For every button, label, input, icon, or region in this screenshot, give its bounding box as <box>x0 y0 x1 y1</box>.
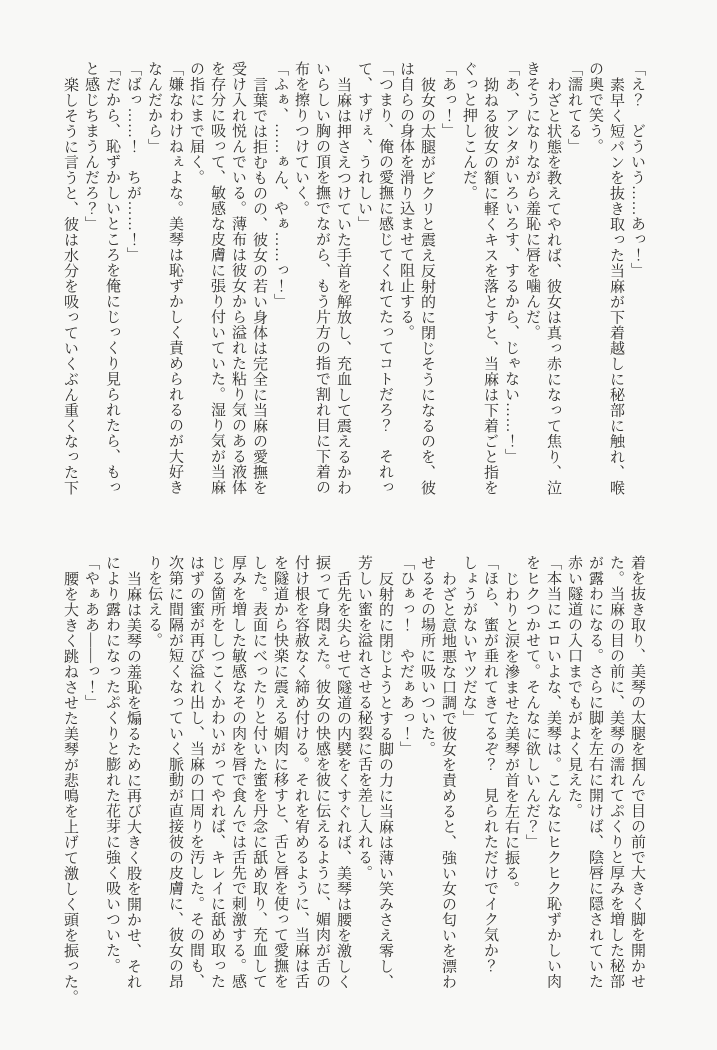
text-line: 「濡れてる」 <box>566 61 582 154</box>
text-line: 当麻は美琴の羞恥を煽るために再び大きく股を開かせ、それ <box>125 570 141 989</box>
text-line: て、すげぇ、うれしい」 <box>356 61 372 232</box>
text-line: をヒクつかせて。そんなに欲しいんだ？」 <box>524 555 540 850</box>
text-line: の指にまで届く。 <box>188 61 204 185</box>
text-line: 「だから、恥ずかしいところを俺にじっくり見られたら、もっ <box>104 61 120 495</box>
text-line: した。表面にべったりと付いた蜜を丹念に舐め取り、充血して <box>251 555 267 989</box>
top-text-block <box>53 61 647 509</box>
text-line: ぐっと押しこんだ。 <box>461 61 477 201</box>
text-line: の奥で笑う。 <box>587 61 603 154</box>
text-line: 「あ、アンタがいろいろす、するから、じゃない……！」 <box>503 61 519 464</box>
text-line: 着を抜き取り、美琴の太腿を掴んで目の前で大きく脚を開かせ <box>629 555 645 989</box>
text-line: しょうがないヤツだな」 <box>461 555 477 726</box>
text-line: た。当麻の目の前に、美琴の濡れてぷくりと厚みを増した秘部 <box>608 555 624 989</box>
text-line: 布を擦りつけていく。 <box>293 61 309 216</box>
text-line: 舌先を尖らせて隧道の内襞をくすぐれば、美琴は腰を激しく <box>335 570 351 989</box>
text-line: 「ばっ……！ ちが……！」 <box>125 61 141 263</box>
text-line: 反射的に閉じようとする脚の力に当麻は薄い笑みさえ零し、 <box>377 570 393 989</box>
text-line: 捩って身悶えた。彼女の快感を彼に伝えるように、媚肉が舌の <box>314 555 330 989</box>
text-line: 楽しそうに言うと、彼は水分を吸っていくぶん重くなった下 <box>62 76 78 495</box>
text-line: 腰を大きく跳ねさせた美琴が悲鳴を上げて激しく頭を振った。 <box>62 570 78 1005</box>
text-line: 付け根を容赦なく締め付ける。それを宥めるように、当麻は舌 <box>293 555 309 989</box>
bottom-text-block <box>53 555 647 1015</box>
text-line: わざと状態を教えてやれば、彼女は真っ赤になって焦り、泣 <box>545 76 561 495</box>
text-line: を存分に吸って、敏感な皮膚に張り付いていた。湿り気が当麻 <box>209 61 225 495</box>
text-line: じわりと涙を滲ませた美琴が首を左右に振る。 <box>503 570 519 896</box>
text-line: 拗ねる彼女の額に軽くキスを落とすと、当麻は下着ごと指を <box>482 76 498 495</box>
text-line: 当麻は押さえつけていた手首を解放し、充血して震えるかわ <box>335 76 351 495</box>
text-line: せるその場所に吸いついた。 <box>419 555 435 757</box>
text-line: 言葉では拒むものの、彼女の若い身体は完全に当麻の愛撫を <box>251 76 267 495</box>
text-line: 「やぁああ――っ！」 <box>83 555 99 710</box>
text-line: 受け入れ悦んでいる。薄布は彼女から溢れた粘り気のある液体 <box>230 61 246 495</box>
text-line: なんだから」 <box>146 61 162 154</box>
text-line: 「ふぁ、……ぁん、やぁ……っ！」 <box>272 61 288 309</box>
text-line: は自らの身体を滑り込ませて阻止する。 <box>398 61 414 340</box>
text-line: 「本当にエロいよな、美琴は。こんなにヒクヒク恥ずかしい肉 <box>545 555 561 989</box>
text-line: 「ほら、蜜が垂れてきてるぞ？ 見られただけでイク気か？ <box>482 555 498 974</box>
text-line: 「つまり、俺の愛撫に感じてくれてたってコトだろ？ それっ <box>377 61 393 495</box>
text-line: 「嫌なわけねぇよな。美琴は恥ずかしく責められるのが大好き <box>167 61 183 495</box>
text-line: により露わになったぷくりと膨れた花芽に強く吸いついた。 <box>104 555 120 974</box>
text-line: 「え？ どういう……あっ！」 <box>629 61 645 278</box>
text-line: 素早く短パンを抜き取った当麻が下着越しに秘部に触れ、喉 <box>608 76 624 495</box>
text-line: はずの蜜が再び溢れ出し、当麻の口周りを汚した。その間も、 <box>188 555 204 989</box>
text-line: 「あっ！」 <box>440 61 456 139</box>
text-line: りを伝える。 <box>146 555 162 648</box>
text-line: 「ひぁっ！ やだぁあっ！」 <box>398 555 414 757</box>
text-line: 芳しい蜜を溢れさせる秘裂に舌を差し入れる。 <box>356 555 372 881</box>
text-line: が露わになる。さらに脚を左右に開けば、陰唇に隠されていた <box>587 555 603 989</box>
text-line: 厚みを増した敏感なその肉を唇で食んでは舌先で刺激する。感 <box>230 555 246 989</box>
text-line: 次第に間隔が短くなっていく脈動が直接彼の皮膚に、彼女の昂 <box>167 555 183 989</box>
text-line: きそうになりながら羞恥に唇を噛んだ。 <box>524 61 540 340</box>
text-line: と感じちまうんだろ？」 <box>83 61 99 232</box>
text-line: 彼女の太腿がビクリと震え反射的に閉じそうになるのを、彼 <box>419 76 435 495</box>
text-line: じる箇所をしつこくかわいがってやれば、キレイに舐め取った <box>209 555 225 989</box>
text-line: わざと意地悪な口調で彼女を責めると、強い女の匂いを漂わ <box>440 570 456 989</box>
text-line: いらしい胸の頂を撫でながら、もう片方の指で割れ目に下着の <box>314 61 330 495</box>
text-line: を隧道から快楽に震える媚肉に移すと、舌と唇を使って愛撫を <box>272 555 288 989</box>
text-line: 赤い隧道の入口までもがよく見えた。 <box>566 555 582 819</box>
